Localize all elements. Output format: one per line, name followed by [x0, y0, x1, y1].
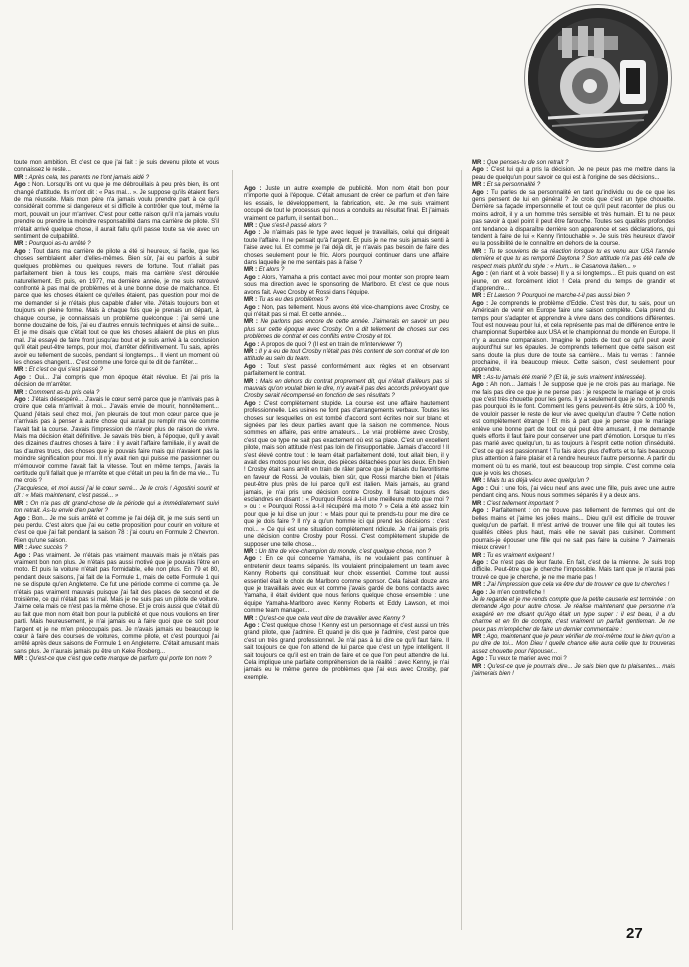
interview-paragraph — [472, 249, 675, 271]
interview-paragraph — [472, 590, 675, 597]
page-number: 27 — [626, 925, 643, 942]
speaker-label: Ago : — [472, 189, 489, 196]
answer-text: C'est complètement stupide. La course est une affaire hautement professionnelle. Les usines ne font pas d'arrangements verbaux. Toutes les choses sur lesquelles on est tombé d'accord sont écrites noir sur blanc et signées par les deux parties avant que la saison ne commence. Nous sommes en affaire, pas entre amateurs... Le vrai problème avec Crosby, c'est que ce type ne sait pas exactement où est sa place. C'est un excellent pilote, mais son attitude n'est pas loin de l'insupportable. Jamais d'accord ! Il s'est élevé contre tout : le team était parfaitement doté, tout allait bien, il y avait des motos pour les deux, des pièces détachées pour les deux. Eh bien ! Crosby était sans arrêt en train de râler parce que je faisais du favoritisme en faveur de Rossi. Je voulais, bien sûr, que Rossi marche bien et j'étais peut-être plus près de lui parce qu'il est italien. Mais jamais, au grand jamais, je n'ai pris une décision contre Crosby. Il faisait toujours des esclandres en disant : « Pourquoi Rossi a-t-il une meilleure moto que moi ? » ou : « Pourquoi Rossi a-t-il récupéré ma moto ? » Cela a été assez loin pour que je lui dise un jour : « Mais pour qui te prends-tu pour me dire ce que je dois faire ? Il n'y a qu'un homme ici qui prend les décisions : c'est moi... » Ce qui est une situation complètement ridicule. Je n'ai jamais pris une décision contre Crosby pour Rossi. C'est complètement stupide de supposer une telle chose... — [244, 400, 450, 548]
interview-paragraph — [14, 175, 219, 182]
interview-paragraph — [472, 293, 675, 300]
question-text: Après cela, tes parents ne t'ont jamais aidé ? — [28, 174, 150, 181]
interview-paragraph — [244, 379, 449, 401]
interview-paragraph — [14, 375, 219, 390]
interview-paragraph — [244, 401, 449, 549]
question-text: Tu te souviens de sa réaction lorsque tu es venu aux USA l'année dernière et que tu as remporté Daytona ? Son attitude n'a pas été celle de respect mais plutôt du style : « Hum... le Casanova italien... » — [472, 248, 675, 270]
speaker-label: MR : — [472, 663, 486, 670]
answer-text: Non, pas tellement. Nous avons été vice-champions avec Crosby, ce qui n'était pas si mal. Et cette année... — [244, 304, 449, 318]
answer-text: Ah non... Jamais ! Je suppose que je ne crois pas au mariage. Ne me fais pas dire ce que je ne pense pas : je respecte le mariage et je crois que c'est très chouette pour les gens. Il y a seulement que je ne comprends pas pourquoi ils le font. Comment les gens peuvent-ils être sûrs, à 100 %, de vouloir passer le reste de leur vie avec quelqu'un d'autre ? Cette notion est complètement étrange ! Et mis à part que je pense que le mariage enlève une bonne part de tout ce qui peut être amusant, il me demande quels efforts il faut faire pour conserver une part d'émotion. Lorsque tu n'es pas marié avec quelqu'un, tu as toujours à l'esprit cette notion d'inséduité. C'est ce qui est passionnant ! Tu fais alors plus d'efforts et tu fais beaucoup plus attention à faire plaisir et à rendre heureux l'autre personne. A partir du moment où tu es marié, tout est beaucoup trop simple. C'est comme cela que je vois les choses. — [472, 382, 675, 478]
interview-paragraph — [472, 375, 675, 382]
article-column-1 — [14, 160, 219, 664]
speaker-label: MR : — [244, 378, 258, 385]
interview-paragraph — [14, 249, 219, 368]
answer-text: Tout dans ma carrière de pilote a été si heureux, si facile, que les choses semblaient aller d'elles-mêmes. Bien sûr, j'ai eu parfois à subir quelques problèmes ou quelques revers de fortune. Tout n'allait pas parfaitement bien à tous les coups, mais ma carrière s'est déroulée naturellement. Et puis, en 1977, ma dernière année, je me suis retrouvé confronté à pas mal de problèmes et à une bonne dose de malchance. Et parce que les choses étaient ce qu'elles étaient, pas question pour moi de me demander si je n'étais plus capable d'aller vite. J'étais toujours bon et toujours en pleine forme. Mais à chaque fois que je prenais un départ, à chaque course, je connaissais un problème quelconque : j'ai serré une bonne douzaine de fois, j'ai eu d'autres ennuis techniques et ainsi de suite... Et je me disais que c'était tout ce que les choses allaient de plus en plus mal. J'ai essayé de faire front jusqu'au bout et je suis arrivé à la conclusion qu'il était peut-être temps, pour moi, d'arrêter définitivement. Tu sais, après avoir eu tellement de succès, pendant si longtemps... Il vient un moment où les choses changent... C'est comme une force qui te dit de t'arrêter... — [14, 248, 219, 366]
answer-text: Je n'aimais pas le type avec lequel je travaillais, celui qui dirigeait toute l'affaire. Il ne pensait qu'à l'argent. Et puis je ne me suis jamais senti à l'aise avec lui. Et comme je l'ai déjà dit, je n'avais pas besoin de faire des choses seulement pour le fric. Alors pourquoi continuer dans une affaire dans laquelle je ne me sentais pas à l'aise ? — [244, 230, 450, 267]
question-text: Que penses-tu de son retrait ? — [486, 160, 569, 166]
answer-text: Ce n'est pas de leur faute. En fait, c'est de la mienne. Je suis trop difficile. Peut-être que je cherche l'impossible. Mais tant que je n'aurai pas trouvé ce que je cherche, je ne me marie pas ! — [472, 559, 675, 581]
answer-text: C'est lui qui a pris la décision. Je ne peux pas me mettre dans la peau de quelqu'un pour savoir ce qui est à l'origine de ses décisions... — [472, 167, 675, 181]
interview-paragraph — [14, 367, 219, 374]
interview-paragraph — [244, 267, 449, 274]
speaker-label: Ago : — [244, 556, 262, 563]
column-divider — [461, 170, 462, 930]
interview-paragraph — [14, 241, 219, 248]
interview-paragraph — [14, 486, 219, 501]
interview-paragraph — [14, 501, 219, 516]
interview-paragraph — [244, 305, 449, 320]
interview-paragraph — [14, 516, 219, 546]
interview-paragraph — [472, 597, 675, 634]
interview-paragraph — [472, 301, 675, 375]
speaker-label: MR : — [472, 248, 486, 255]
answer-text: Non. Lorsqu'ils ont vu que je me débrouillais à peu près bien, ils ont changé d'attitude. Ils m'ont dit : « Pas mal... ». Je suppose qu'ils étaient fiers de ma réussite. Mais mon père n'a jamais voulu prendre part à ce qu'il considérait comme si dangereux et si difficile à contrôler que tout, même la mort, pouvait un jour m'arriver. C'est pour cette raison qu'il n'a jamais voulu prendre ou prendre la moindre responsabilité dans ma carrière de pilote. S'il m'était arrivé quelque chose, il aurait fallu qu'il passe toute sa vie avec un sentiment de culpabilité. — [14, 182, 219, 241]
question-text: Il y a eu de tout Crosby n'était pas très content de son contrat et de ton attitude au sein du team. — [244, 348, 449, 363]
answer-text: Tout s'est passé conformément aux règles et en observant parfaitement le contrat. — [244, 363, 449, 378]
speaker-label: MR : — [472, 552, 486, 559]
speaker-label: MR : — [244, 223, 258, 230]
speaker-label: MR : — [14, 500, 28, 507]
speaker-label: Ago : — [472, 656, 488, 663]
question-text: Qu'est-ce que cela veut dire de travailler avec Kenny ? — [258, 615, 406, 622]
question-text: Que s'est-il passé alors ? — [258, 223, 327, 230]
speaker-label: Ago : — [14, 374, 32, 381]
question-text: On n'a pas dit grand-chose de la période qui a immédiatement suivi ton retrait. As-tu envie d'en parler ? — [14, 500, 219, 515]
speaker-label: Ago : — [14, 552, 31, 559]
speaker-label: Ago : — [244, 400, 261, 407]
answer-text: Pas vraiment. Je n'étais pas vraiment mauvais mais je n'étais pas vraiment bon non plus. Je n'étais pas aussi motivé que je pouvais l'être en moto. Et puis la voiture n'était pas formidable, elle non plus. En 79 et 80, pendant deux saisons, j'ai fait de la Formule 1, mais de cette Formule 1 qui ne se dispute qu'en Angleterre. Ce fut une période comme ci comme ça. Je n'étais pas vraiment mauvais puisque j'ai fait des places de second et de troisième, ce qui n'était pas si mal. Mais je ne suis pas un pilote de voiture. J'aime cela mais ce n'est pas la même chose. Et je crois aussi que c'était dû au fait que mon nom était bon pour la publicité et que nous voulions en tirer parti. Mais heureusement, je n'ai jamais eu à faire quoi que ce soit pour l'argent et je ne m'en préoccupais pas. Je n'avais jamais eu beaucoup le cœur à faire des courses de voitures, comme pilote, et c'est pourquoi j'ai arrêté après deux saisons de Formule 1 en Angleterre. C'était amusant mais sans plus. Je n'aurais jamais pu être un Keke Rosberg... — [14, 552, 220, 655]
interview-paragraph — [14, 553, 219, 657]
motorcycle-engine-photo-icon — [528, 8, 668, 148]
answer-text: Oui : une fois, j'ai vécu neuf ans avec une fille, puis avec une autre pendant cinq ans. Nous nous sommes séparés il y a deux ans. — [472, 485, 676, 500]
question-text: Tu es vraiment exigeant ! — [486, 552, 555, 559]
answer-text: Bon... Je me suis arrêté et comme je l'ai déjà dit, je me suis senti un peu perdu. C'est alors que j'ai eu cette proposition pour courir en voiture et c'est ce que j'ai fait pendant la saison 78 : j'ai couru en Formule 2 Chevron. Rien qu'une saison. — [14, 515, 219, 544]
interview-paragraph — [472, 664, 675, 679]
interview-paragraph — [244, 342, 449, 349]
speaker-label: Ago : — [244, 304, 260, 311]
speaker-label: MR : — [244, 348, 258, 355]
speaker-label: Ago : — [472, 271, 488, 278]
answer-text: En ce qui concerne Yamaha, ils ne voulaient pas continuer à entretenir deux teams séparés. Ils voulaient principalement un team avec Kenny Roberts qui constituait leur choix essentiel. Comme tout aussi essentiel était le choix de Marlboro comme sponsor. Cela faisait douze ans que je travaillais avec eux et comme j'avais gardé de bons contacts avec Yamaha, il était évident que nous ferions quelque chose ensemble : une équipe Yamaha-Marlboro avec Kenny Roberts et Eddy Lawson, et moi comme team manager... — [244, 556, 449, 615]
speaker-label: Ago : — [472, 559, 489, 566]
answer-text: Tu parles de sa personnalité en tant qu'individu ou de ce que les gens pensent de lui en général ? Je crois que c'est un type chouette. Derrière sa façade impersonnelle et tout ce qu'il peut raconter de plus ou moins adroit, il y a un homme très sensible et très humain. Et tu ne peux pas savoir à quel point il peut être farouche. Toutes ses qualités profondes ont tendance à disparaître derrière son apparence et ses déclarations, qui tendent à faire de lui « Kenny l'intouchable ». Je suis très heureux d'avoir eu la possibilité de le connaître en dehors de la course. — [472, 189, 675, 248]
answer-text: Tu veux te marier avec moi ? — [489, 656, 567, 663]
speaker-label: Ago : — [472, 508, 489, 515]
interview-paragraph — [472, 553, 675, 560]
interview-paragraph — [14, 397, 219, 486]
speaker-label: MR : — [472, 293, 486, 300]
interview-paragraph — [472, 560, 675, 582]
interview-paragraph — [472, 382, 675, 478]
speaker-label: MR : — [472, 500, 486, 507]
interview-paragraph — [472, 582, 675, 589]
speaker-label: Ago : — [472, 485, 488, 492]
question-text: Ago, maintenant que je peux vérifier de moi-même tout le bien qu'on a pu dire de toi... Mon Dieu ! quelle chance elle aura celle que tu trouveras assez chouette pour l'épouser... — [472, 634, 675, 655]
speaker-label: MR : — [472, 374, 486, 381]
question-text: Tu as eu des problèmes ? — [258, 297, 329, 304]
interview-paragraph — [14, 656, 219, 663]
speaker-label: MR : — [244, 615, 258, 622]
speaker-label: MR : — [14, 656, 28, 663]
interview-paragraph — [472, 656, 675, 663]
question-text: Comment as-tu pris cela ? — [28, 389, 100, 396]
speaker-label: Ago : — [14, 515, 30, 522]
speaker-label: MR : — [472, 182, 486, 189]
answer-text: Je comprends le problème d'Eddie. C'est très dur, tu sais, pour un Américain de venir en Europe faire une saison complète. Cela prend du temps pour s'adapter et apprendre à vivre dans des conditions différentes. Tout est nouveau pour lui, et cela représente pas mal de différence entre le championnat Superbike aux USA et le championnat du monde en Europe. Il n'y a aucune comparaison. Imagine le poids de tout ce qu'il peut avoir aujourd'hui sur les épaules. Je comprends tellement que cette saison est sans doute la plus dure de toute sa carrière... Mais tu verras : l'année prochaine, il ira beaucoup mieux. Cette saison, c'est seulement pour apprendre. — [472, 300, 675, 374]
question-text: Avec succès ? — [28, 545, 68, 552]
interview-paragraph — [244, 275, 449, 297]
answer-text: Parfaitement : on ne trouve pas tellement de femmes qui ont de belles mains et j'aime les jolies mains... Dieu qu'il est difficile de trouver quelqu'un de parfait. Il m'est arrivé de trouver une fille qui ait toutes les qualités citées plus haut, mais elle ne savait pas cuisiner. Comment pourrais-je épouser une fille qui ne sait pas faire la cuisine ? J'aimerais mieux crever ! — [472, 508, 675, 552]
question-text: C'est tellement important ? — [486, 500, 559, 507]
question-text: Un titre de vice-champion du monde, c'est quelque chose, non ? — [258, 548, 432, 555]
interview-paragraph — [472, 478, 675, 485]
question-text: As-tu jamais été marié ? (Et là, je suis vraiment intéressée). — [486, 374, 647, 381]
interview-paragraph — [14, 390, 219, 397]
article-column-2 — [244, 186, 449, 682]
question-text: Je le regarde et je me rends compte que la petite causerie est terminée : on demande Ago pour autre chose. Je réalise maintenant que personne n'a exagéré en me disant qu'Ago était un type super : il est beau, il a du charme et en fin de compte, c'est vraiment un parfait gentleman. Je ne peux pas m'empêcher de faire un dernier commentaire : — [472, 596, 675, 633]
speaker-label: Ago : — [244, 363, 263, 370]
interview-paragraph — [244, 623, 449, 682]
speaker-label: Ago : — [244, 186, 262, 192]
interview-paragraph — [244, 319, 449, 341]
interview-paragraph — [244, 297, 449, 304]
question-text: Qu'est-ce que je pourrais dire... Je sais bien que tu plaisantes... mais j'aimerais bien ! — [472, 663, 675, 678]
answer-text: toute mon ambition. Et c'est ce que j'ai fait : je suis devenu pilote et vous connaissez le reste... — [14, 160, 219, 174]
interview-paragraph — [244, 556, 449, 615]
speaker-label: MR : — [244, 297, 258, 304]
interview-paragraph — [472, 182, 675, 189]
engine-illustration-icon — [528, 8, 668, 148]
speaker-label: MR : — [14, 389, 28, 396]
question-text: Et sa personnalité ? — [486, 182, 541, 189]
speaker-label: MR : — [472, 634, 486, 640]
speaker-label: MR : — [14, 545, 28, 552]
question-text: Mais tu as déjà vécu avec quelqu'un ? — [486, 478, 590, 485]
question-text: Et alors ? — [258, 267, 285, 274]
speaker-label: MR : — [472, 160, 486, 166]
speaker-label: Ago : — [244, 622, 260, 629]
interview-paragraph — [244, 223, 449, 230]
answer-text: Je m'en contrefiche ! — [489, 589, 545, 596]
speaker-label: Ago : — [244, 230, 261, 237]
answer-text: Oui... J'ai compris que mon époque était révolue. Et j'ai pris la décision de m'arrêter. — [14, 374, 219, 389]
interview-paragraph — [14, 182, 219, 241]
speaker-label: Ago : — [472, 300, 489, 307]
speaker-label: Ago : — [244, 341, 260, 348]
speaker-label: Ago : — [14, 397, 30, 403]
answer-text: A propos de quoi ? (Il est en train de m'interviewer ?) — [260, 341, 403, 348]
interview-paragraph — [244, 364, 449, 379]
article-column-3 — [472, 160, 675, 678]
question-text: Ne parlons pas encore de cette année. J'aimerais en savoir un peu plus sur cette époque avec Crosby. On a dit tellement de choses sur ces problèmes de contrat et ces conflits entre Crosby et toi. — [244, 319, 449, 341]
question-text: Et Lawson ? Pourquoi ne marche-t-il pas aussi bien ? — [486, 293, 630, 300]
speaker-label: MR : — [14, 174, 28, 181]
interview-paragraph — [472, 190, 675, 249]
interview-paragraph — [472, 634, 675, 656]
interview-paragraph — [244, 186, 449, 223]
interview-paragraph — [244, 616, 449, 623]
question-text: (J'acquiesce, et moi aussi j'ai le cœur serré... Je le crois ! Agostini sourit et dit : « Mais maintenant, c'est passé... » — [14, 485, 219, 500]
question-text: Pourquoi as-tu arrêté ? — [28, 241, 91, 248]
interview-paragraph — [472, 160, 675, 167]
interview-paragraph — [472, 486, 675, 501]
answer-text: Alors, Yamaha a pris contact avec moi pour monter son propre team sous ma direction avec le sponsoring de Marlboro. Et c'est ce que nous avons fait. Avec Crosby et Rossi dans l'équipe. — [244, 274, 449, 296]
speaker-label: MR : — [472, 582, 486, 589]
answer-text: (en riant et à voix basse) Il y a si longtemps... Et puis quand on est jeune, on est forcément idiot ! Cela prend du temps de grandir et d'apprendre... — [472, 271, 675, 292]
column-divider — [232, 170, 233, 930]
answer-text: Juste un autre exemple de publicité. Mon nom était bon pour n'importe quoi à l'époque. C'était amusant de créer ce parfum et d'en faire les essais, le développement, la fabrication, etc. Je me suis vraiment occupé de tout le processus qui nous a conduits au résultat final. Et j'aimais vraiment ce parfum, il sentait bon... — [244, 186, 449, 222]
question-text: Qu'est-ce que c'est que cette marque de parfum qui porte ton nom ? — [28, 656, 212, 663]
speaker-label: Ago : — [472, 382, 489, 389]
interview-paragraph — [14, 160, 219, 175]
interview-paragraph — [244, 549, 449, 556]
speaker-label: Ago : — [472, 167, 489, 174]
speaker-label: MR : — [244, 319, 258, 326]
speaker-label: Ago : — [14, 182, 30, 189]
speaker-label: MR : — [244, 267, 258, 274]
interview-paragraph — [244, 230, 449, 267]
answer-text: J'étais désespéré... J'avais le cœur serré parce que je n'arrivais pas à croire que cela m'arrivait à moi... J'avais envie de mourir, honnêtement... Quand j'étais seul chez moi, j'en pleurais de tout mon cœur parce que je n'arrivais pas à penser à autre chose qui aurait pu remplir ma vie comme l'avait fait la course. J'avais l'impression de n'avoir plus de raison de vivre. Mais ma décision était définitive. Je savais très bien, à l'époque, qu'il y avait des dizaines d'autres choses à faire : il y avait l'affaire familiale, il y avait de tas d'autres trucs, des choses que je pouvais faire mais qui n'avaient pas la moindre signification pour moi. Il n'y avait rien qui puisse me passionner ou m'émouvoir comme l'avait fait la vitesse. Tout en même temps, j'avais la certitude qu'il fallait que je m'arrête et que c'était un peu la fin de ma vie... Tu me crois ? — [14, 397, 219, 485]
speaker-label: Ago : — [14, 248, 31, 255]
question-text: Et c'est ce qui s'est passé ? — [28, 367, 104, 374]
interview-paragraph — [244, 349, 449, 364]
interview-paragraph — [472, 271, 675, 293]
interview-paragraph — [472, 508, 675, 552]
question-text: Mais en dehors du contrat proprement dit, qui n'était d'ailleurs pas si mauvais qu'on voulait bien le dire, n'y avait-il pas des accords prévoyant que Crosby serait récompensé en fonction de ses résultats ? — [244, 378, 449, 400]
speaker-label: Ago : — [472, 589, 488, 596]
interview-paragraph — [472, 501, 675, 508]
speaker-label: Ago : — [244, 274, 260, 281]
speaker-label: MR : — [472, 478, 486, 485]
speaker-label: MR : — [244, 548, 258, 555]
question-text: J'ai l'impression que cela va être dur de trouver ce que tu cherches ! — [486, 582, 670, 589]
interview-paragraph — [14, 545, 219, 552]
speaker-label: MR : — [14, 367, 28, 374]
speaker-label: MR : — [14, 241, 28, 248]
interview-paragraph — [472, 167, 675, 182]
answer-text: C'est quelque chose ! Kenny est un personnage et c'est aussi un très grand pilote, que j'admire. Et quand je dis que je l'admire, c'est parce que c'est un très grand professionnel. Je n'ai pas à lui dire ce qu'il faut faire. Il sait toujours ce que l'on attend de lui parce que c'est un type intelligent. Il sait toujours ce qu'il est en train de faire et ce que l'on peut attendre de lui. Cela implique une parfaite compréhension de la réalité : avec Kenny, je n'ai jamais eu le même genre de problèmes que j'ai eus avec Crosby, par exemple. — [244, 622, 449, 681]
